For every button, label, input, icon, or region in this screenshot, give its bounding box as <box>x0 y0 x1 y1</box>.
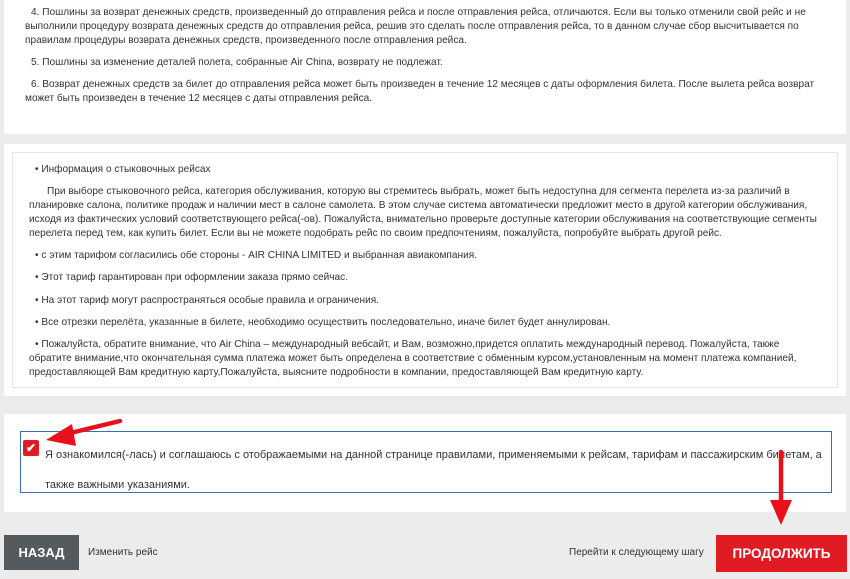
continue-button[interactable]: ПРОДОЛЖИТЬ <box>716 535 847 572</box>
fare-bullet: • Все отрезки перелёта, указанные в билете, необходимо осуществить последовательно, иначе билет будет аннулирован. <box>35 316 611 328</box>
fare-bullet: • Пожалуйста, обратите внимание, что Air China – международный вебсайт, и Вам, возможно,придется оплатить международный перевод. Пожалуйста, также обратите внимание,что окончательная сумма платежа может быть определена в соответствие с обменным курсом,установленным на момент платежа компанией, предоставляющей Вам кредитную карту,Пожалуйста, выясните подробности в компании, предоставляющей Вам кредитную карту. <box>29 339 797 378</box>
arrow-down-icon <box>770 452 792 525</box>
connecting-heading: • Информация о стыковочных рейсах <box>35 164 211 175</box>
agree-label[interactable]: Я ознакомился(-лась) и соглашаюсь с отображаемыми на данной странице правилами, применяемыми к рейсам, тарифам и пассажирским билетам, а также важными указаниями. <box>45 449 822 491</box>
rule-item-6: 6. Возврат денежных средств за билет до отправления рейса может быть произведен в течение 12 месяцев с даты оформления билета. После вылета рейса возврат может быть произведен в течение 12 месяцев с даты отправления рейса. <box>25 79 815 104</box>
agree-checkbox[interactable]: ✔ <box>23 440 39 456</box>
connecting-paragraph: При выборе стыковочного рейса, категория обслуживания, которую вы стремитесь выбрать, может быть недоступна для сегмента перелета из-за различий в планировке салона, политике продаж и наличии мест в салоне самолета. В этом случае система автоматически предложит место в другой категории обслуживания, исходя из фактических условий соответствующего рейса(-ов). Пожалуйста, внимательно проверьте доступные категории обслуживания на соответствующие сегменты перелета перед тем, как купить билет. Если вы не можете подобрать рейс по своим предпочтениям, пожалуйста, попробуйте выбрать другой рейс. <box>29 186 817 239</box>
back-button[interactable]: НАЗАД <box>4 535 79 570</box>
rule-item-5: 5. Пошлины за изменение деталей полета, собранные Air China, возврату не подлежат. <box>31 56 443 68</box>
fare-bullet: • с этим тарифом согласились обе стороны - AIR CHINA LIMITED и выбранная авиакомпания. <box>35 249 477 261</box>
arrow-left-icon <box>46 421 120 446</box>
fare-bullet: • Этот тариф гарантирован при оформлении заказа прямо сейчас. <box>35 272 349 284</box>
fare-bullet: • На этот тариф могут распространяться особые правила и ограничения. <box>35 294 379 306</box>
change-flight-link[interactable]: Изменить рейс <box>88 547 158 558</box>
next-step-hint: Перейти к следующему шагу <box>569 547 704 558</box>
rule-item-4: 4. Пошлины за возврат денежных средств, произведенный до отправления рейса и после отправления рейса, отличаются. Если вы только отменили свой рейс и не выполнили процедуру возврата денежных средств до отправления рейса, решив это сделать после отправления рейса, то в данном случае сбор высчитывается по правилам процедуры возврата денежных средств, произведенного после отправления рейса. <box>25 7 806 46</box>
